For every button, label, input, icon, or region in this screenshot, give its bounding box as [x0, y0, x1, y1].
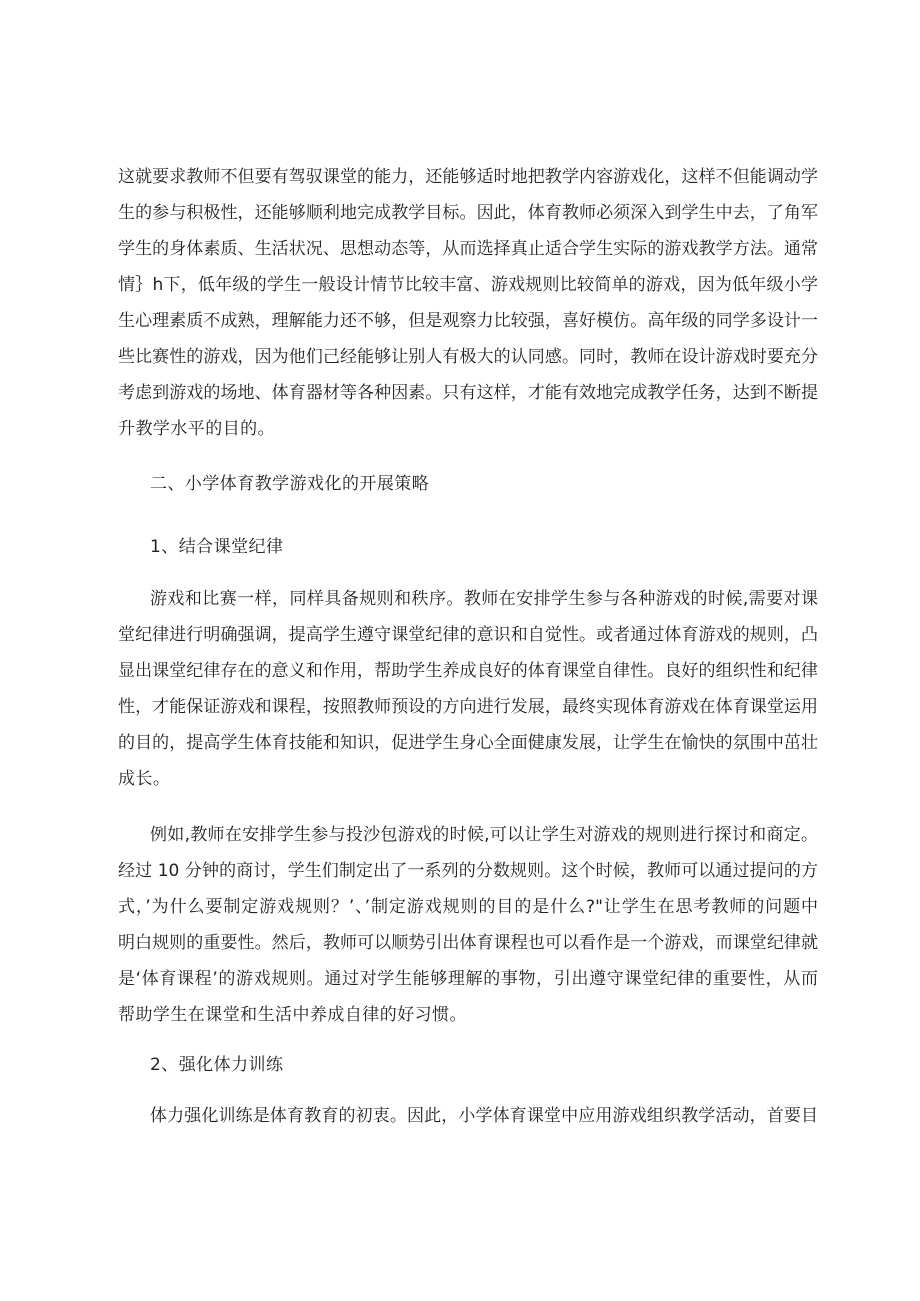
subheading-1: 1、结合课堂纪律	[150, 537, 284, 557]
subheading-2: 2、强化体力训练	[150, 1055, 284, 1075]
paragraph-1-line-7: 考虑到游戏的场地、体育器材等各种因素。只有这样，才能有效地完成教学任务，达到不断提	[118, 383, 818, 403]
paragraph-3-line-3: 式，’为什么要制定游戏规则？’、’制定游戏规则的目的是什么?"让学生在思考教师的问题中	[118, 897, 818, 917]
paragraph-1-line-2: 生的参与积极性，还能够顺利地完成教学目标。因此，体育教师必须深入到学生中去，了角军	[118, 203, 818, 223]
paragraph-3-line-5: 是‘体育课程’的游戏规则。通过对学生能够理解的事物，引出遵守课堂纪律的重要性，从而	[118, 969, 818, 989]
paragraph-1-line-6: 些比赛性的游戏，因为他们己经能够让别人有极大的认同感。同时，教师在设计游戏时要充分	[118, 347, 818, 367]
paragraph-2-line-5: 的目的，提高学生体育技能和知识，促进学生身心全面健康发展，让学生在愉快的氛围中茁壮	[118, 733, 818, 753]
paragraph-1-line-5: 生心理素质不成熟，理解能力还不够，但是观察力比较强，喜好模仿。高年级的同学多设计一	[118, 311, 818, 331]
paragraph-3-line-4: 明白规则的重要性。然后，教师可以顺势引出体育课程也可以看作是一个游戏，而课堂纪律就	[118, 933, 818, 953]
paragraph-2-line-4: 性，才能保证游戏和课程，按照教师预设的方向进行发展，最终实现体育游戏在体育课堂运用	[118, 697, 818, 717]
paragraph-2-line-6: 成长。	[118, 769, 171, 789]
paragraph-3-line-2: 经过 10 分钟的商讨，学生们制定出了一系列的分数规则。这个时候，教师可以通过提问的方	[118, 861, 818, 881]
paragraph-1-line-3: 学生的身体素质、生活状况、思想动态等，从而选择真止适合学生实际的游戏教学方法。通常	[118, 239, 818, 259]
paragraph-1-line-8: 升教学水平的目的。	[118, 419, 276, 439]
section-heading: 二、小学体育教学游戏化的开展策略	[150, 474, 430, 494]
paragraph-2-line-3: 显出课堂纪律存在的意义和作用，帮助学生养成良好的体育课堂自律性。良好的组织性和纪律	[118, 661, 818, 681]
paragraph-1-line-4: 情｝h下，低年级的学生一般设计情节比较丰富、游戏规则比较简单的游戏，因为低年级小学	[118, 275, 818, 295]
paragraph-4-line-1: 体力强化训练是体育教育的初衷。因此，小学体育课堂中应用游戏组织教学活动，首要目	[150, 1106, 818, 1126]
paragraph-3-line-1: 例如,教师在安排学生参与投沙包游戏的时候,可以让学生对游戏的规则进行探讨和商定。	[150, 825, 818, 845]
paragraph-2-line-1: 游戏和比赛一样，同样具备规则和秩序。教师在安排学生参与各种游戏的时候,需要对课	[150, 589, 818, 609]
paragraph-2-line-2: 堂纪律进行明确强调，提高学生遵守课堂纪律的意识和自觉性。或者通过体育游戏的规则，凸	[118, 625, 818, 645]
paragraph-1-line-1: 这就要求教师不但要有驾驭课堂的能力，还能够适时地把教学内容游戏化，这样不但能调动学	[118, 167, 818, 187]
paragraph-3-line-6: 帮助学生在课堂和生活中养成自律的好习惯。	[118, 1005, 467, 1025]
